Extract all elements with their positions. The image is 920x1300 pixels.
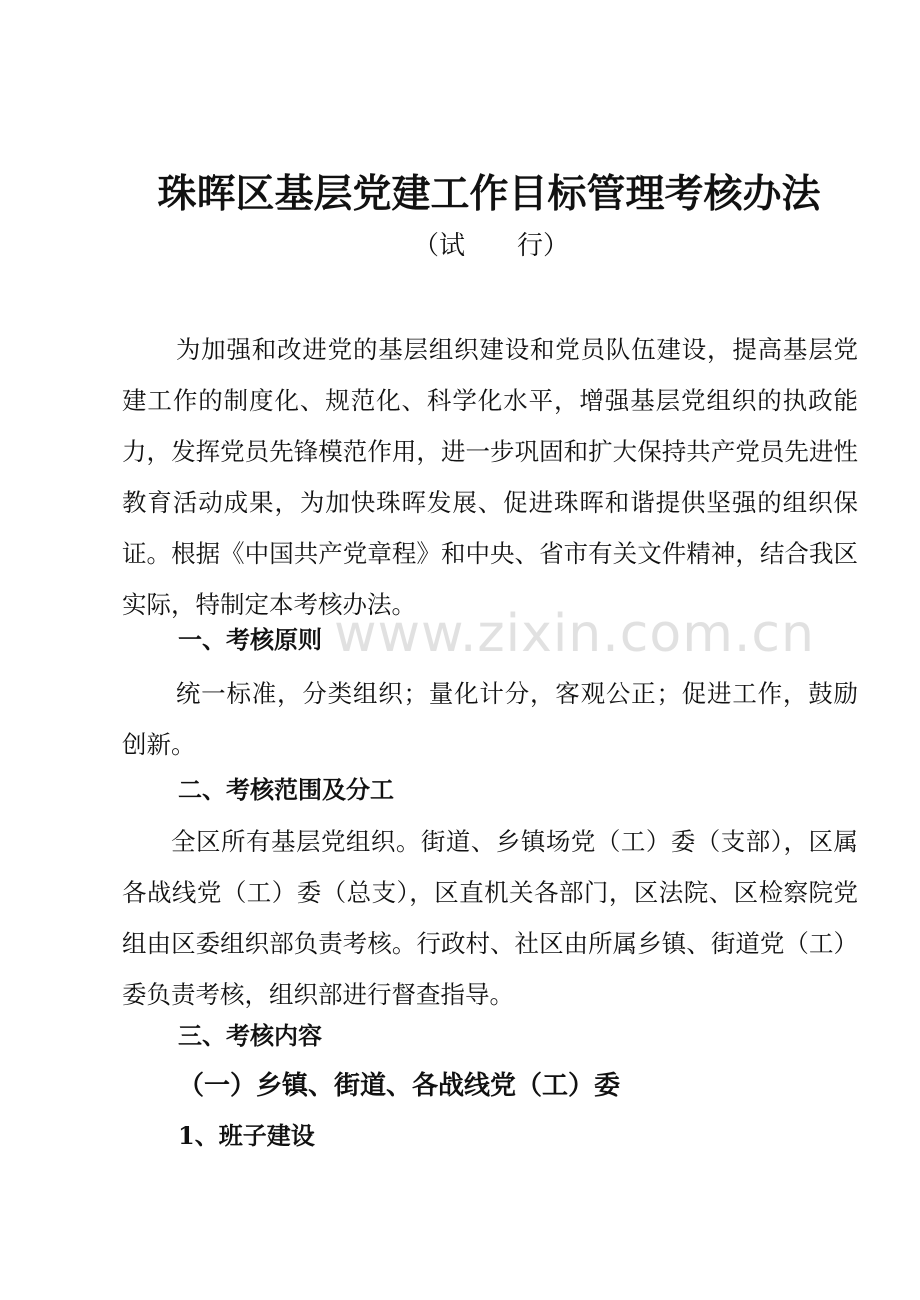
watermark: www.zixin.com.cn	[334, 604, 815, 664]
section2-heading: 二、考核范围及分工	[178, 776, 394, 804]
section1-body: 统一标准，分类组织；量化计分，客观公正；促进工作，鼓励创新。	[122, 679, 858, 759]
document-subtitle	[413, 226, 573, 266]
section1-heading: 一、考核原则	[178, 626, 322, 654]
section3-item: 1、班子建设	[178, 1121, 315, 1150]
subtitle-right: 行）	[517, 231, 570, 261]
intro-paragraph: 为加强和改进党的基层组织建设和党员队伍建设，提高基层党建工作的制度化、规范化、科学化水平，增强基层党组织的执政能力，发挥党员先锋模范作用，进一步巩固和扩大保持共产党员先进性教育活动成果，为加快珠晖发展、促进珠晖和谐提供坚强的组织保证。根据《中国共产党章程》和中央、省市有关文件精神，结合我区实际，特制定本考核办法。	[122, 335, 858, 619]
section3-subheading: （一）乡镇、街道、各战线党（工）委	[178, 1071, 621, 1101]
document-title: 珠晖区基层党建工作目标管理考核办法	[157, 172, 821, 217]
section3-heading: 三、考核内容	[178, 1022, 322, 1050]
section2-body: 全区所有基层党组织。街道、乡镇场党（工）委（支部），区属各战线党（工）委（总支），区直机关各部门，区法院、区检察院党组由区委组织部负责考核。行政村、社区由所属乡镇、街道党（工）委负责考核，组织部进行督查指导。	[122, 827, 858, 1009]
subtitle-left: （试	[413, 231, 466, 261]
